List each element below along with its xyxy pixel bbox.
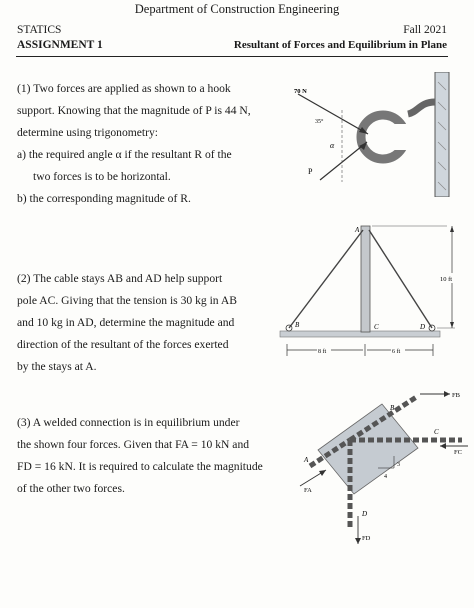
department-title: Department of Construction Engineering (134, 2, 340, 16)
p1-line-3: determine using trigonometry: (17, 126, 159, 139)
label-c: C (374, 323, 379, 331)
label-b: B (390, 404, 395, 412)
p3-line-2: the shown four forces. Given that FA = 10 kN and (17, 438, 250, 451)
course-name: STATICS (17, 24, 62, 36)
fc-label: FC (454, 449, 462, 456)
p2-line-5: by the stays at A. (17, 360, 97, 373)
p2-line-4: direction of the resultant of the forces exerted (17, 338, 229, 351)
right-dist-label: 6 ft (392, 349, 401, 355)
fb-label: FB (452, 392, 460, 399)
slope-run-label: 4 (384, 474, 387, 480)
problem-3-text (17, 412, 263, 500)
height-label: 10 ft (440, 276, 453, 283)
p1-line-4: a) the required angle α if the resultant R of the (17, 148, 232, 161)
p2-line-1: (2) The cable stays AB and AD help support (17, 272, 223, 285)
welded-connection-figure (290, 388, 470, 548)
pole-figure (275, 218, 470, 368)
label-c: C (434, 428, 439, 436)
label-a: A (355, 226, 360, 234)
label-d: D (420, 323, 426, 331)
p1-line-6: b) the corresponding magnitude of R. (17, 192, 191, 205)
term: Fall 2021 (403, 24, 447, 36)
ground (280, 331, 440, 337)
p3-line-4: of the other two forces. (17, 482, 125, 495)
fd-label: FD (362, 535, 371, 542)
p1-line-2: support. Knowing that the magnitude of P is 44 N, (17, 104, 251, 117)
cable-ab (289, 230, 363, 328)
pole-ac (361, 226, 370, 332)
p1-line-5: two forces is to be horizontal. (33, 170, 171, 183)
p2-line-3: and 10 kg in AD, determine the magnitude and (17, 316, 235, 329)
force-70n-label: 70 N (294, 88, 307, 95)
angle-35-label: 35° (315, 119, 324, 125)
slope-rise-label: 3 (397, 462, 400, 468)
label-a: A (304, 456, 309, 464)
problem-2-text (17, 268, 237, 378)
header-divider (16, 56, 448, 57)
fa-label: FA (304, 487, 312, 494)
label-b: B (295, 321, 300, 329)
label-d: D (362, 510, 368, 518)
hook-figure (280, 72, 470, 197)
assignment-title: ASSIGNMENT 1 (17, 39, 103, 51)
p-label: P (308, 167, 313, 176)
topic-title: Resultant of Forces and Equilibrium in Plane (233, 39, 447, 51)
problem-1-text (17, 78, 251, 210)
force-p-arrow (320, 142, 367, 180)
p3-line-3: FD = 16 kN. It is required to calculate the magnitude (17, 460, 263, 473)
cable-ad (369, 230, 432, 328)
p2-line-2: pole AC. Giving that the tension is 30 kg in AB (17, 294, 237, 307)
alpha-label: α (330, 141, 335, 150)
force-70n-arrow (298, 94, 368, 134)
wall-support (435, 72, 449, 197)
hook-shank (408, 102, 435, 114)
p3-line-1: (3) A welded connection is in equilibrium under (17, 416, 240, 429)
p1-line-1: (1) Two forces are applied as shown to a hook (17, 82, 231, 95)
left-dist-label: 8 ft (318, 349, 327, 355)
